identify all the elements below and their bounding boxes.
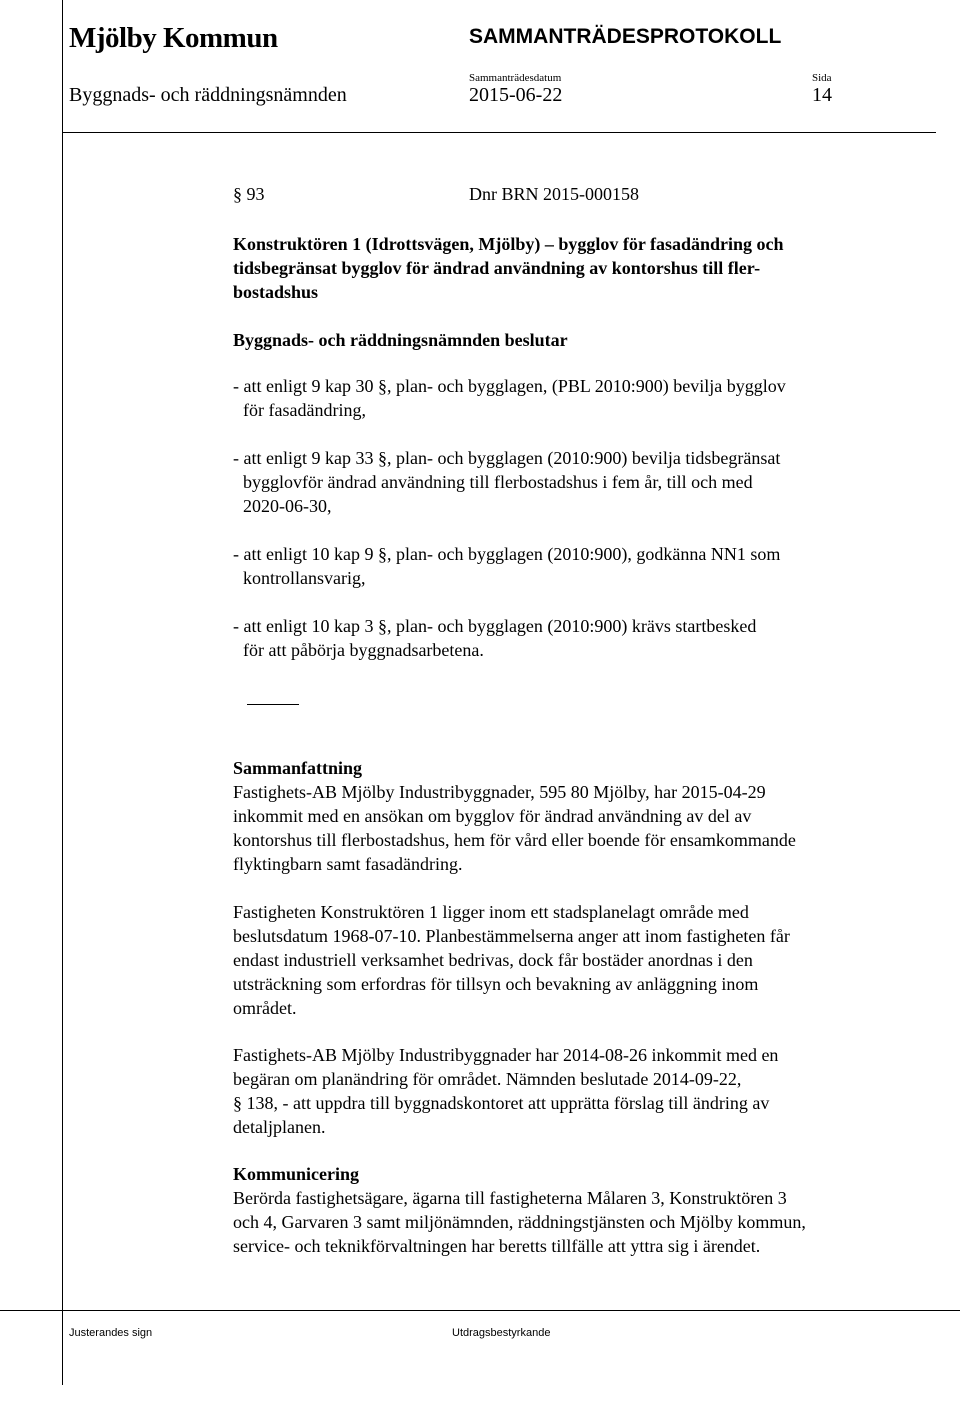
document-title: SAMMANTRÄDESPROTOKOLL: [469, 25, 782, 48]
case-number: Dnr BRN 2015-000158: [469, 184, 639, 204]
summary-line: beslutsdatum 1968-07-10. Planbestämmelserna anger att inom fastigheten får: [233, 926, 790, 946]
summary-paragraph: [233, 1043, 933, 1139]
summary-line: endast industriell verksamhet bedrivas, dock får bostäder anordnas i den: [233, 950, 753, 970]
organization-name: Mjölby Kommun: [69, 22, 278, 54]
adjusters-sign-label: Justerandes sign: [69, 1327, 153, 1339]
communication-line: och 4, Garvaren 3 samt miljönämnden, räddningstjänsten och Mjölby kommun,: [233, 1212, 806, 1232]
summary-line: detaljplanen.: [233, 1117, 326, 1137]
summary-line: § 138, - att uppdra till byggnadskontoret att upprätta förslag till ändring av: [233, 1093, 770, 1113]
summary-line: Fastigheten Konstruktören 1 ligger inom ett stadsplanelagt område med: [233, 902, 749, 922]
decision-item: [233, 374, 933, 422]
decision-item: [233, 614, 933, 662]
page-number: 14: [812, 84, 832, 106]
left-margin-rule: [62, 0, 63, 1385]
certification-label: Utdragsbestyrkande: [452, 1327, 551, 1339]
decision-line: - att enligt 10 kap 3 §, plan- och bygglagen (2010:900) krävs startbesked: [233, 616, 757, 636]
case-title-line: bostadshus: [233, 282, 319, 302]
summary-line: kontorshus till flerbostadshus, hem för vård eller boende för ensamkommande: [233, 830, 796, 850]
page-label: Sida: [812, 72, 832, 84]
decision-line: - att enligt 9 kap 30 §, plan- och bygglagen, (PBL 2010:900) bevilja bygglov: [233, 376, 786, 396]
summary-line: Fastighets-AB Mjölby Industribyggnader, 595 80 Mjölby, har 2015-04-29: [233, 782, 766, 802]
communication-line: Berörda fastighetsägare, ägarna till fastigheterna Målaren 3, Konstruktören 3: [233, 1188, 787, 1208]
case-title-line: tidsbegränsat bygglov för ändrad användning av kontorshus till fler-: [233, 258, 761, 278]
committee-name: Byggnads- och räddningsnämnden: [69, 84, 347, 106]
decision-line: för att påbörja byggnadsarbetena.: [243, 640, 484, 660]
decision-line: bygglovför ändrad användning till flerbostadshus i fem år, till och med: [243, 472, 753, 492]
summary-line: inkommit med en ansökan om bygglov för ändrad användning av del av: [233, 806, 752, 826]
decision-item: [233, 446, 933, 518]
summary-line: begäran om planändring för området. Nämnden beslutade 2014-09-22,: [233, 1069, 742, 1089]
summary-paragraph: [233, 900, 933, 1020]
decision-line: - att enligt 9 kap 33 §, plan- och bygglagen (2010:900) bevilja tidsbegränsat: [233, 448, 781, 468]
case-title-line: Konstruktören 1 (Idrottsvägen, Mjölby) – bygglov för fasadändring och: [233, 234, 784, 254]
decision-item: [233, 542, 933, 590]
separator-line: [247, 704, 299, 705]
footer-divider: [0, 1310, 960, 1311]
communication-line: service- och teknikförvaltningen har beretts tillfälle att yttra sig i ärendet.: [233, 1236, 761, 1256]
summary-paragraph: [233, 780, 933, 876]
communication-heading: Kommunicering: [233, 1164, 359, 1184]
decision-heading: Byggnads- och räddningsnämnden beslutar: [233, 330, 568, 350]
summary-line: flyktingbarn samt fasadändring.: [233, 854, 463, 874]
paragraph-number: § 93: [233, 184, 265, 204]
communication-paragraph: [233, 1186, 933, 1258]
summary-line: Fastighets-AB Mjölby Industribyggnader har 2014-08-26 inkommit med en: [233, 1045, 779, 1065]
meeting-date: 2015-06-22: [469, 84, 563, 106]
decision-line: kontrollansvarig,: [243, 568, 366, 588]
meeting-date-label: Sammanträdesdatum: [469, 72, 562, 84]
summary-heading: Sammanfattning: [233, 758, 363, 778]
summary-line: området.: [233, 998, 297, 1018]
decision-line: för fasadändring,: [243, 400, 366, 420]
decision-line: - att enligt 10 kap 9 §, plan- och bygglagen (2010:900), godkänna NN1 som: [233, 544, 781, 564]
header-divider: [62, 132, 936, 133]
decision-line: 2020-06-30,: [243, 496, 332, 516]
summary-line: utsträckning som erfordras för tillsyn och bevakning av anläggning inom: [233, 974, 759, 994]
case-title: [233, 232, 933, 304]
